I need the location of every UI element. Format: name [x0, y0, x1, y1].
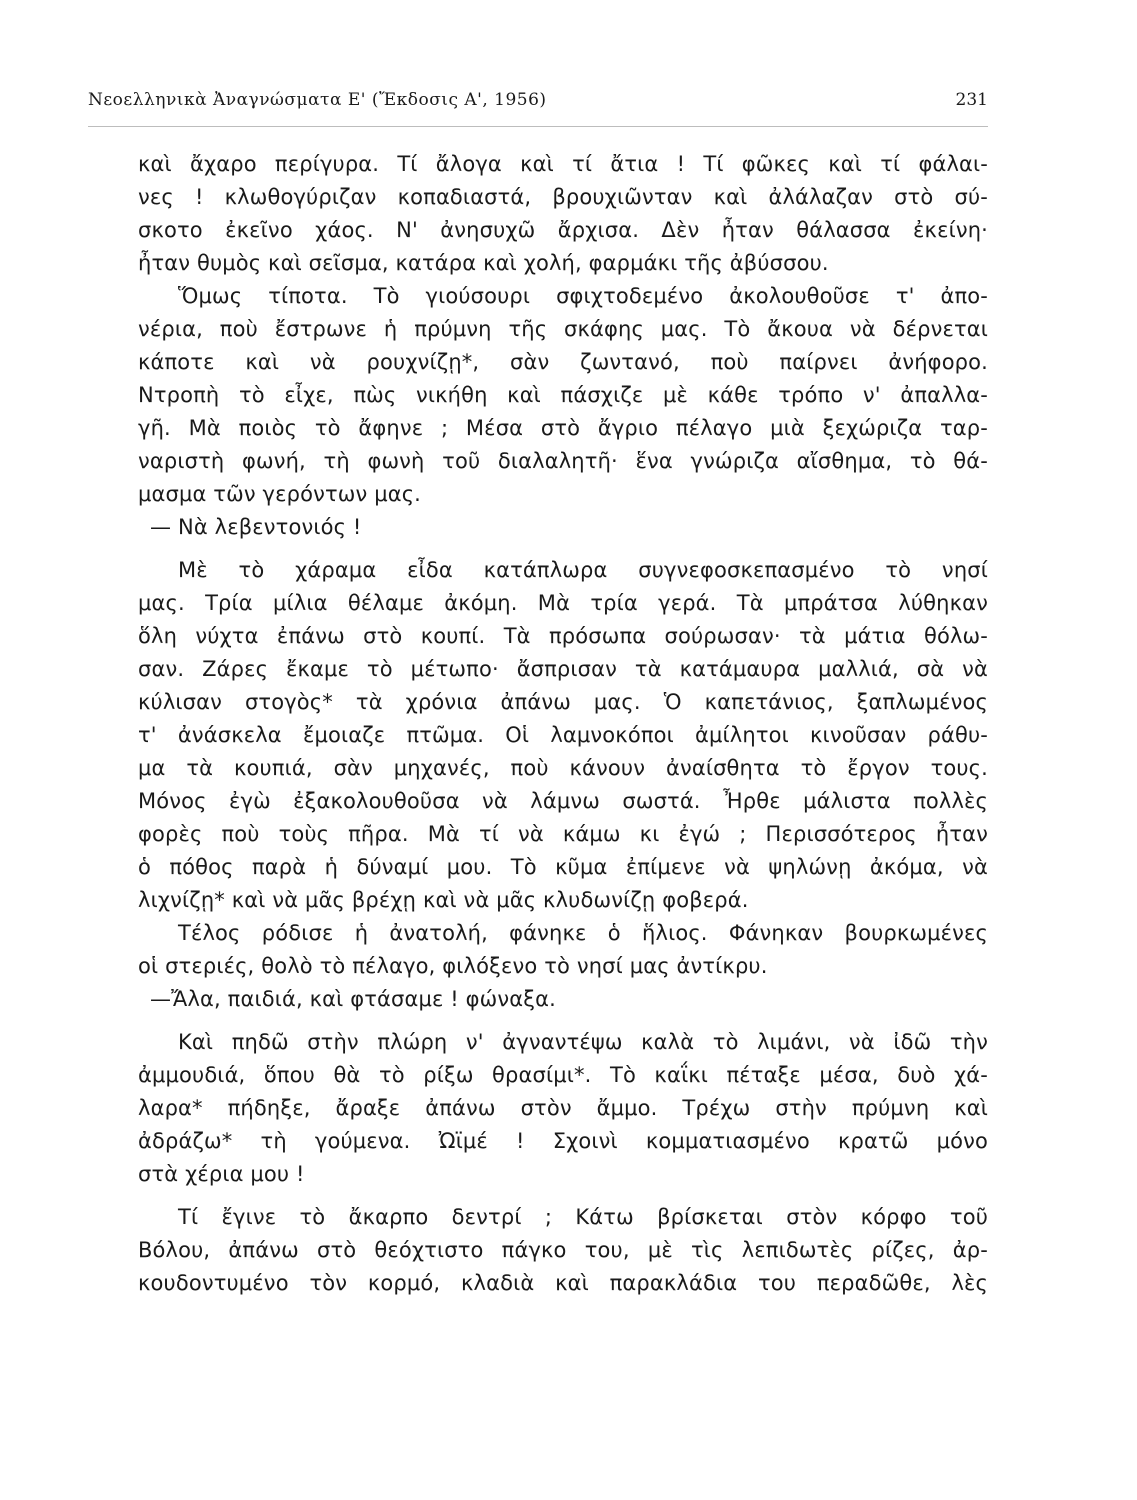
- text-line: τ' ἀνάσκελα ἔμοιαζε πτῶμα. Οἱ λαμνοκόποι ἀμίλητοι κινοῦσαν ράθυ-: [138, 723, 988, 747]
- text-line: — Νὰ λεβεντονιός !: [150, 515, 362, 539]
- text-line: μασμα τῶν γερόντων μας.: [138, 482, 422, 506]
- text-line: ἦταν θυμὸς καὶ σεῖσμα, κατάρα καὶ χολή, φαρμάκι τῆς ἀβύσσου.: [138, 251, 829, 275]
- text-line: λαρα* πήδηξε, ἄραξε ἀπάνω στὸν ἄμμο. Τρέχω στὴν πρύμνη καὶ: [138, 1096, 988, 1120]
- text-line: καὶ ἄχαρο περίγυρα. Τί ἄλογα καὶ τί ἄτια ! Τί φῶκες καὶ τί φάλαι-: [138, 152, 988, 176]
- text-line: γῆ. Μὰ ποιὸς τὸ ἄφηνε ; Μέσα στὸ ἄγριο πέλαγο μιὰ ξεχώριζα ταρ-: [138, 416, 988, 440]
- text-line: Βόλου, ἀπάνω στὸ θεόχτιστο πάγκο του, μὲ τὶς λεπιδωτὲς ρίζες, ἀρ-: [138, 1238, 988, 1262]
- header-rule: [88, 126, 988, 127]
- text-line: Μόνος ἐγὼ ἐξακολουθοῦσα νὰ λάμνω σωστά. Ἦρθε μάλιστα πολλὲς: [138, 789, 988, 813]
- body-text: [138, 148, 988, 1300]
- text-line: νες ! κλωθογύριζαν κοπαδιαστά, βρουχιῶνταν καὶ ἀλάλαζαν στὸ σύ-: [138, 185, 988, 209]
- text-line: μας. Τρία μίλια θέλαμε ἀκόμη. Μὰ τρία γερά. Τὰ μπράτσα λύθηκαν: [138, 591, 988, 615]
- text-line: κύλισαν στογὸς* τὰ χρόνια ἀπάνω μας. Ὁ καπετάνιος, ξαπλωμένος: [138, 690, 988, 714]
- text-line: Ὅμως τίποτα. Τὸ γιούσουρι σφιχτοδεμένο ἀκολουθοῦσε τ' ἀπο-: [178, 284, 988, 308]
- text-line: κουδοντυμένο τὸν κορμό, κλαδιὰ καὶ παρακλάδια του περαδῶθε, λὲς: [138, 1271, 988, 1295]
- text-line: σαν. Ζάρες ἔκαμε τὸ μέτωπο· ἄσπρισαν τὰ κατάμαυρα μαλλιά, σὰ νὰ: [138, 657, 988, 681]
- text-line: ἀμμουδιά, ὅπου θὰ τὸ ρίξω θρασίμι*. Τὸ καΐκι πέταξε μέσα, δυὸ χά-: [138, 1063, 988, 1087]
- text-line: —Ἄλα, παιδιά, καὶ φτάσαμε ! φώναξα.: [150, 987, 556, 1011]
- text-line: οἱ στεριές, θολὸ τὸ πέλαγο, φιλόξενο τὸ νησί μας ἀντίκρυ.: [138, 954, 768, 978]
- text-line: λιχνίζῃ* καὶ νὰ μᾶς βρέχῃ καὶ νὰ μᾶς κλυδωνίζῃ φοβερά.: [138, 888, 749, 912]
- text-line: Ντροπὴ τὸ εἶχε, πὼς νικήθη καὶ πάσχιζε μὲ κάθε τρόπο ν' ἀπαλλα-: [138, 383, 988, 407]
- text-line: ὁ πόθος παρὰ ἡ δύναμί μου. Τὸ κῦμα ἐπίμενε νὰ ψηλώνῃ ἀκόμα, νὰ: [138, 855, 988, 879]
- text-line: νέρια, ποὺ ἔστρωνε ἡ πρύμνη τῆς σκάφης μας. Τὸ ἄκουα νὰ δέρνεται: [138, 317, 988, 341]
- running-header: [88, 90, 988, 120]
- text-line: φορὲς ποὺ τοὺς πῆρα. Μὰ τί νὰ κάμω κι ἐγώ ; Περισσότερος ἦταν: [138, 822, 988, 846]
- page-number: 231: [955, 90, 988, 110]
- text-line: Τί ἔγινε τὸ ἄκαρπο δεντρί ; Κάτω βρίσκεται στὸν κόρφο τοῦ: [178, 1205, 988, 1229]
- text-line: ἀδράζω* τὴ γούμενα. Ὠϊμέ ! Σχοινὶ κομματιασμένο κρατῶ μόνο: [138, 1129, 988, 1153]
- text-line: ναριστὴ φωνή, τὴ φωνὴ τοῦ διαλαλητῆ· ἕνα γνώριζα αἴσθημα, τὸ θά-: [138, 449, 988, 473]
- text-line: στὰ χέρια μου !: [138, 1162, 305, 1186]
- running-header-title: Νεοελληνικὰ Ἀναγνώσματα Ε' (Ἔκδοσις Α', 1956): [88, 90, 547, 110]
- text-line: Καὶ πηδῶ στὴν πλώρη ν' ἀγναντέψω καλὰ τὸ λιμάνι, νὰ ἰδῶ τὴν: [178, 1030, 988, 1054]
- text-line: ὅλη νύχτα ἐπάνω στὸ κουπί. Τὰ πρόσωπα σούρωσαν· τὰ μάτια θόλω-: [138, 624, 988, 648]
- text-line: μα τὰ κουπιά, σὰν μηχανές, ποὺ κάνουν ἀναίσθητα τὸ ἔργον τους.: [138, 756, 988, 780]
- text-line: Τέλος ρόδισε ἡ ἀνατολή, φάνηκε ὁ ἥλιος. Φάνηκαν βουρκωμένες: [178, 921, 988, 945]
- text-line: κάποτε καὶ νὰ ρουχνίζῃ*, σὰν ζωντανό, ποὺ παίρνει ἀνήφορο.: [138, 350, 988, 374]
- text-line: Μὲ τὸ χάραμα εἶδα κατάπλωρα συγνεφοσκεπασμένο τὸ νησί: [178, 558, 988, 582]
- text-line: σκοτο ἐκεῖνο χάος. Ν' ἀνησυχῶ ἄρχισα. Δὲν ἦταν θάλασσα ἐκείνη·: [138, 218, 988, 242]
